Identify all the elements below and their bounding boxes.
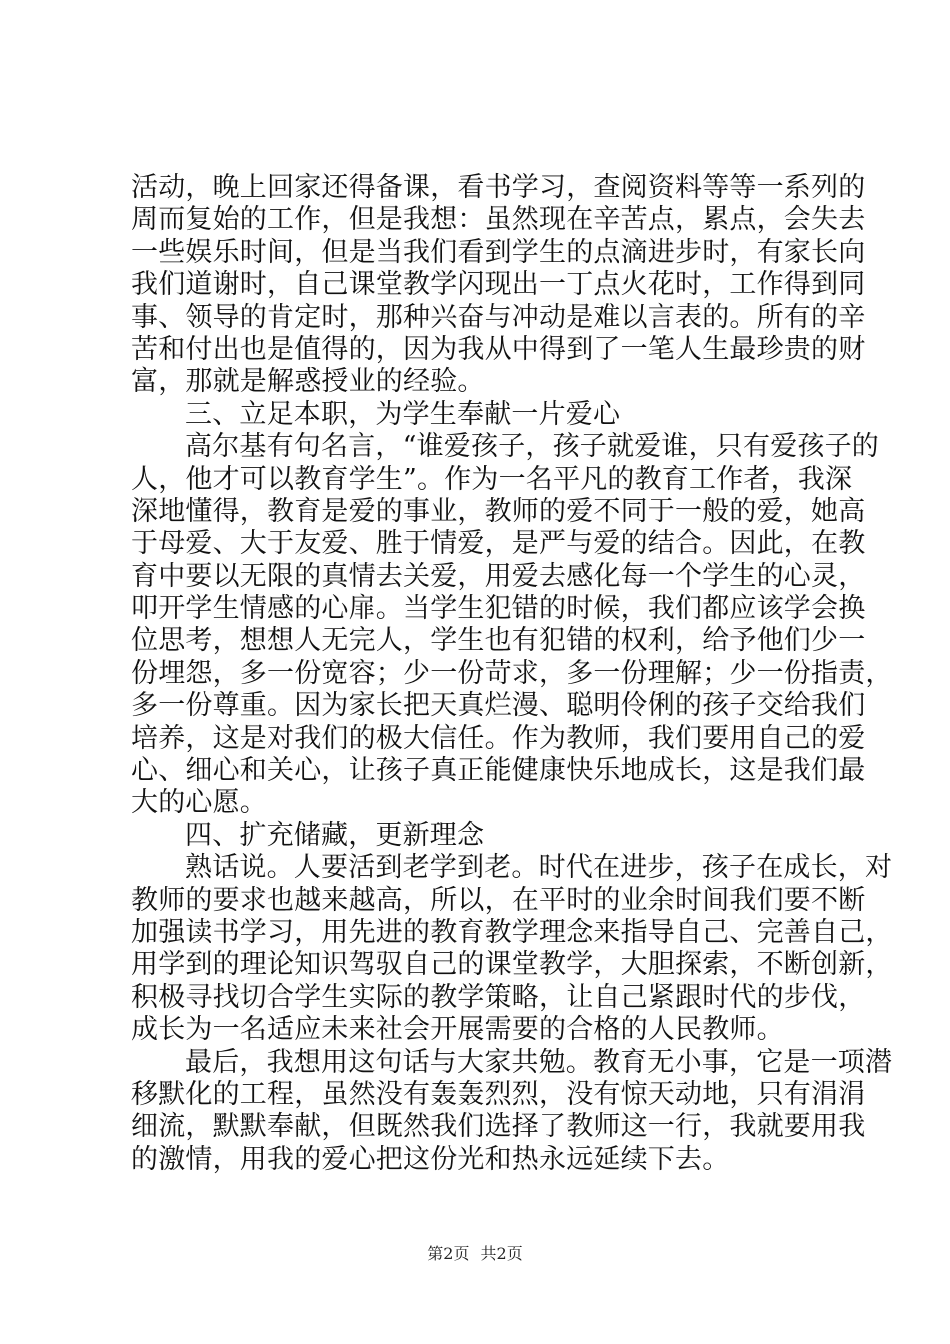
text-line: 人，他才可以教育学生”。作为一名平凡的教育工作者，我深 (131, 463, 853, 495)
text-line: 加强读书学习，用先进的教育教学理念来指导自己、完善自己， (131, 916, 893, 948)
text-line: 于母爱、大于友爱、胜于情爱，是严与爱的结合。因此，在教 (131, 528, 866, 560)
text-line: 积极寻找切合学生实际的教学策略，让自己紧跟时代的步伐， (131, 981, 866, 1013)
text-line: 位思考，想想人无完人，学生也有犯错的权利，给予他们少一 (131, 625, 866, 657)
text-line: 活动，晚上回家还得备课，看书学习，查阅资料等等一系列的 (131, 172, 866, 203)
text-line: 心、细心和关心，让孩子真正能健康快乐地成长，这是我们最 (131, 755, 866, 787)
text-line: 份埋怨，多一份宽容；少一份苛求，多一份理解；少一份指责， (131, 657, 893, 689)
text-line: 成长为一名适应未来社会开展需要的合格的人民教师。 (131, 1014, 784, 1046)
text-line: 多一份尊重。因为家长把天真烂漫、聪明伶俐的孩子交给我们 (131, 690, 866, 722)
text-line: 富，那就是解惑授业的经验。 (131, 366, 485, 398)
text-line: 细流，默默奉献，但既然我们选择了教师这一行，我就要用我 (131, 1111, 866, 1143)
text-line: 用学到的理论知识驾驭自己的课堂教学，大胆探索，不断创新， (131, 949, 893, 981)
text-line: 四、扩充储藏，更新理念 (185, 819, 485, 851)
text-line: 高尔基有句名言，“谁爱孩子，孩子就爱谁，只有爱孩子的 (185, 431, 880, 463)
page-footer (0, 1241, 950, 1264)
text-line: 教师的要求也越来越高，所以，在平时的业余时间我们要不断 (131, 884, 866, 916)
text-line: 叩开学生情感的心扉。当学生犯错的时候，我们都应该学会换 (131, 593, 866, 625)
text-line: 三、立足本职，为学生奉献一片爱心 (185, 398, 621, 430)
text-line: 深地懂得，教育是爱的事业，教师的爱不同于一般的爱，她高 (131, 495, 866, 527)
text-line: 育中要以无限的真情去关爱，用爱去感化每一个学生的心灵， (131, 560, 866, 592)
text-line: 最后，我想用这句话与大家共勉。教育无小事，它是一项潜 (185, 1046, 893, 1078)
text-line: 事、领导的肯定时，那种兴奋与冲动是难以言表的。所有的辛 (131, 301, 866, 333)
body-text (131, 172, 893, 1176)
text-line: 我们道谢时，自己课堂教学闪现出一丁点火花时，工作得到同 (131, 269, 866, 301)
page-number-total: 共2页 (480, 1244, 523, 1263)
text-line: 苦和付出也是值得的，因为我从中得到了一笔人生最珍贵的财 (131, 333, 866, 365)
text-line: 的激情，用我的爱心把这份光和热永远延续下去。 (131, 1143, 730, 1175)
text-line: 大的心愿。 (131, 787, 267, 819)
page-number-current: 第2页 (427, 1244, 470, 1263)
text-line: 移默化的工程，虽然没有轰轰烈烈，没有惊天动地，只有涓涓 (131, 1078, 866, 1110)
text-line: 培养，这是对我们的极大信任。作为教师，我们要用自己的爱 (131, 722, 866, 754)
text-line: 熟话说。人要活到老学到老。时代在进步，孩子在成长，对 (185, 852, 893, 884)
text-line: 周而复始的工作，但是我想：虽然现在辛苦点，累点，会失去 (131, 204, 866, 236)
text-line: 一些娱乐时间，但是当我们看到学生的点滴进步时，有家长向 (131, 236, 866, 268)
